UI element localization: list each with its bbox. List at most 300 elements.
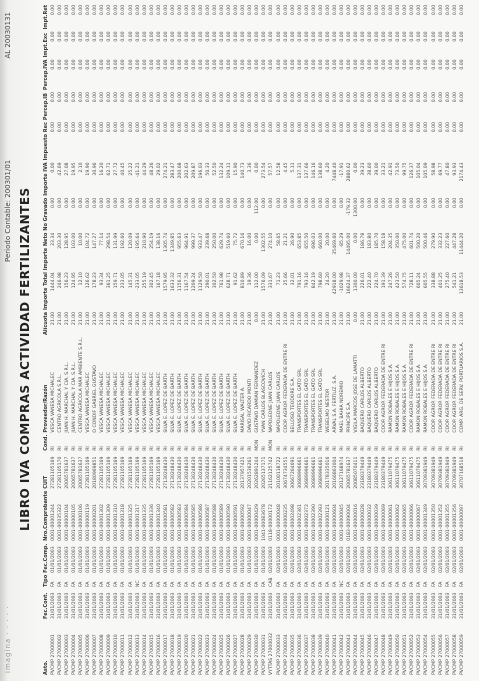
table-cell: 20127168974: [339, 456, 345, 489]
table-cell: COOP. AGROP. FEDERADA DE ENTRE RI: [431, 343, 437, 433]
table-cell: PVCMP 27000013: [135, 634, 141, 675]
table-cell: 30689996661: [318, 456, 324, 489]
table-cell: 27281105169: [100, 456, 106, 489]
table-cell: FA: [206, 581, 212, 587]
table-cell: 0.00: [346, 92, 352, 103]
table-cell: 0.00: [368, 122, 374, 133]
table-cell: 20201536261: [248, 456, 254, 489]
table-cell: 02/01/2003: [297, 546, 303, 573]
table-cell: PVCMP 27000050: [396, 634, 402, 675]
table-cell: 0.00: [184, 122, 190, 133]
table-cell: 0.00: [339, 31, 345, 42]
table-cell: 0001-00000589: [220, 504, 226, 541]
table-cell: 0.00: [206, 4, 212, 16]
table-cell: 0.00: [410, 122, 416, 133]
table-cell: 16.00: [248, 232, 254, 246]
table-cell: 27.72: [114, 162, 120, 176]
table-cell: 2174.43: [459, 162, 465, 182]
table-cell: 0.00: [445, 4, 451, 16]
table-cell: FA: [100, 581, 106, 587]
table-cell: 01/01/2003: [114, 546, 120, 573]
table-cell: 0.00: [424, 197, 430, 208]
table-cell: 423.50: [396, 272, 402, 289]
table-cell: 0.00: [191, 122, 197, 133]
table-cell: FA: [51, 581, 56, 587]
table-cell: FA: [65, 581, 71, 587]
column-header: Importe IVA: [42, 162, 49, 196]
table-cell: 02/01/2003: [389, 546, 395, 573]
table-cell: 0.00: [213, 197, 219, 208]
table-cell: 0.00: [431, 4, 437, 16]
table-cell: 0.00: [107, 122, 113, 133]
table-cell: 361.25: [107, 272, 113, 289]
table-cell: 0.00: [255, 232, 261, 243]
column-header: Importe Neto: [42, 232, 49, 271]
table-cell: 27130248430: [191, 456, 197, 489]
table-cell: 62.71: [107, 162, 113, 176]
table-cell: 0.00: [107, 92, 113, 103]
table-cell: 31/01/2003: [121, 592, 127, 619]
table-cell: FA: [424, 581, 430, 587]
table-row: [438, 3, 445, 675]
table-cell: SILVA E. LOPEZ DE BARTH: [206, 373, 212, 433]
table-cell: 0.00: [220, 4, 226, 16]
table-cell: 0.00: [375, 92, 381, 103]
table-cell: 27130248430: [213, 456, 219, 489]
table-cell: PVCMP 27000055: [431, 634, 437, 675]
table-cell: 01/01/2003: [86, 546, 92, 573]
table-cell: 21.21: [283, 232, 289, 246]
table-cell: 21.00: [269, 311, 275, 326]
table-cell: 0.00: [262, 31, 268, 42]
table-cell: 0.00: [128, 92, 134, 103]
table-cell: 0.00: [248, 4, 254, 16]
table-cell: 0.00: [297, 4, 303, 16]
table-cell: PVCMP 27000036: [297, 634, 303, 675]
table-cell: 0.00: [255, 92, 261, 103]
table-cell: 0.00: [417, 31, 423, 42]
column-header: Impuesto Rec: [42, 122, 49, 161]
table-cell: 0.00: [51, 122, 56, 133]
table-cell: 02/01/2003: [410, 546, 416, 573]
table-cell: 31/01/2003: [241, 592, 247, 619]
table-cell: 0.00: [72, 197, 78, 208]
table-cell: FA: [431, 581, 437, 587]
table-row: [191, 3, 198, 675]
table-cell: 0.00: [241, 59, 247, 70]
table-cell: 0.00: [445, 122, 451, 133]
table-cell: 31/01/2003: [389, 592, 395, 619]
table-cell: 75.72: [234, 232, 240, 246]
table-cell: 0.00: [325, 59, 331, 70]
table-row: [367, 3, 374, 675]
table-cell: 0001-00000045: [339, 504, 345, 541]
table-cell: 02/01/2003: [396, 546, 402, 573]
table-cell: 132.24: [220, 162, 226, 179]
table-cell: 20065781637: [65, 456, 71, 489]
table-cell: 01/01/2003: [72, 546, 78, 573]
table-cell: FA: [346, 581, 352, 587]
table-cell: PVCMP 27000042: [339, 634, 345, 675]
table-cell: 21.00: [339, 311, 345, 326]
table-cell: 0.00: [424, 92, 430, 103]
table-cell: BAQUERO CARLOS ALBERTO: [361, 367, 367, 433]
table-cell: 0001-00001310: [114, 504, 120, 541]
table-cell: 21.00: [234, 311, 240, 326]
table-row: [142, 3, 149, 675]
table-cell: RI: [191, 446, 197, 451]
table-cell: FA: [262, 581, 268, 587]
column-header: Cond.: [42, 434, 49, 451]
table-cell: 0001-00000429: [255, 504, 261, 541]
table-cell: 0.00: [382, 197, 388, 208]
table-cell: PVCMP 27000023: [206, 634, 212, 675]
table-cell: 21.00: [304, 311, 310, 326]
table-cell: 0.00: [410, 92, 416, 103]
table-cell: PVCMP 27000012: [128, 634, 134, 675]
table-cell: 0.00: [184, 92, 190, 103]
table-cell: 0.00: [241, 92, 247, 103]
table-cell: 27.08: [65, 162, 71, 176]
table-cell: 0.00: [304, 4, 310, 16]
table-row: [416, 3, 423, 675]
table-cell: 0.00: [156, 92, 162, 103]
table-cell: 0.00: [93, 122, 99, 133]
table-cell: RI: [149, 446, 155, 451]
table-cell: 0.00: [339, 92, 345, 103]
table-cell: 13618.53: [459, 272, 465, 295]
table-cell: 239.68: [206, 232, 212, 249]
table-cell: PVCMP 27000004: [72, 634, 78, 675]
table-cell: 350.00: [396, 232, 402, 249]
table-cell: 19.36: [248, 272, 254, 286]
table-cell: 01/01/2003: [163, 546, 169, 573]
table-cell: 31/01/2003: [368, 592, 374, 619]
table-cell: WEBELMO NESTOR: [325, 388, 331, 433]
table-cell: 01/01/2003: [93, 546, 99, 573]
table-cell: 21.00: [283, 311, 289, 326]
table-cell: 01/01/2003: [142, 546, 148, 573]
table-cell: 0001-00000016: [354, 504, 360, 541]
table-cell: 21.00: [191, 311, 197, 326]
table-cell: 30709381949: [431, 456, 437, 489]
table-cell: 21.00: [121, 311, 127, 326]
table-cell: 0.00: [191, 4, 197, 16]
table-row: [233, 3, 240, 675]
table-cell: 39.00: [375, 162, 381, 176]
table-cell: RI: [227, 446, 233, 451]
table-cell: 0.00: [191, 31, 197, 42]
table-cell: FA: [290, 581, 296, 587]
table-cell: 21.00: [198, 311, 204, 326]
table-cell: 0001-00000047: [248, 504, 254, 541]
table-cell: 77.14: [100, 232, 106, 246]
table-cell: 0001-00002498: [290, 504, 296, 541]
table-cell: 0.00: [459, 4, 465, 16]
table-cell: 27130248430: [184, 456, 190, 489]
table-cell: 20265137171: [262, 456, 268, 489]
table-cell: 0.00: [255, 4, 261, 16]
table-cell: 30707168518: [459, 456, 465, 489]
table-cell: 0.00: [368, 31, 374, 42]
table-cell: 0.00: [290, 122, 296, 133]
table-cell: 519.60: [227, 232, 233, 249]
table-cell: 0001-00002390: [311, 504, 317, 541]
table-cell: 0.00: [65, 4, 71, 16]
table-cell: 21.00: [213, 311, 219, 326]
table-row: [128, 3, 135, 675]
table-cell: FA: [311, 581, 317, 587]
table-cell: 27130248430: [220, 456, 226, 489]
table-cell: 0.00: [191, 59, 197, 70]
table-cell: FA: [396, 581, 402, 587]
table-cell: 01/01/2003: [121, 546, 127, 573]
table-cell: 0.00: [361, 197, 367, 208]
table-cell: 14495.00: [346, 232, 352, 255]
table-cell: 7448.40: [332, 162, 338, 182]
table-cell: 290.01: [206, 272, 212, 289]
table-cell: 31/01/2003: [346, 592, 352, 619]
table-cell: -233.05: [135, 272, 141, 290]
table-cell: 761.98: [220, 272, 226, 289]
table-cell: 0.00: [248, 122, 254, 133]
table-cell: FA: [389, 581, 395, 587]
table-cell: 31/01/2003: [318, 592, 324, 619]
table-cell: 0.00: [100, 92, 106, 103]
table-cell: 0.00: [262, 59, 268, 70]
table-cell: 124.95: [72, 272, 78, 289]
table-cell: 137.66: [304, 162, 310, 179]
table-cell: 196.03: [198, 162, 204, 179]
table-cell: 0.00: [361, 4, 367, 16]
table-cell: 0.00: [332, 31, 338, 42]
table-cell: RI: [156, 446, 162, 451]
document-title: LIBRO IVA COMPRAS ACTIVIDAD FERTILIZANTES: [18, 187, 32, 531]
table-cell: 0.00: [396, 197, 402, 208]
table-cell: 0.00: [396, 31, 402, 42]
table-cell: VESCA VANESA MICHALEC: [121, 372, 127, 433]
table-cell: 0.00: [170, 122, 176, 133]
table-cell: 0.00: [184, 59, 190, 70]
table-cell: 0.00: [79, 31, 85, 42]
table-cell: FA: [227, 581, 233, 587]
table-cell: 0.00: [325, 92, 331, 103]
table-cell: 0.00: [438, 122, 444, 133]
table-cell: RI: [276, 446, 282, 451]
table-cell: RI: [100, 446, 106, 451]
table-cell: 10.00: [79, 232, 85, 246]
table-cell: 0.00: [389, 92, 395, 103]
table-cell: 655.50: [304, 232, 310, 249]
table-cell: 0.00: [431, 31, 437, 42]
table-cell: 0.00: [297, 197, 303, 208]
table-cell: BELLOSO TEODORE S.A.: [290, 377, 296, 433]
table-row: [283, 3, 290, 675]
table-cell: 0.00: [234, 197, 240, 208]
table-cell: 58.65: [276, 232, 282, 246]
table-cell: PVCMP 27000031: [262, 634, 268, 675]
table-cell: 0.00: [142, 4, 148, 16]
table-cell: PVCMP 27000003: [65, 634, 71, 675]
table-cell: 01/01/2003: [156, 546, 162, 573]
table-cell: RI: [58, 446, 64, 451]
table-cell: 0.00: [220, 122, 226, 133]
table-cell: 31/01/2003: [58, 592, 64, 619]
table-cell: PVCMP 27000025: [220, 634, 226, 675]
table-cell: 0.00: [255, 31, 261, 42]
table-cell: JUAN H. MARCHAL Y CIA. S.R.L.: [72, 361, 78, 433]
table-cell: 0.00: [325, 31, 331, 42]
table-cell: 0.00: [269, 197, 275, 208]
table-cell: 01/01/2003: [255, 546, 261, 573]
table-cell: RI: [375, 446, 381, 451]
table-row: [459, 3, 466, 675]
table-cell: 02/01/2003: [346, 546, 352, 573]
table-cell: 0118-00000172: [269, 504, 275, 541]
table-cell: RI: [51, 446, 56, 451]
table-cell: 728.11: [410, 272, 416, 289]
table-cell: 0.00: [438, 92, 444, 103]
table-cell: 21.00: [445, 311, 451, 326]
table-cell: 12.10: [79, 272, 85, 286]
table-cell: 0001-00001302: [100, 504, 106, 541]
table-cell: 0.00: [156, 4, 162, 16]
table-row: [92, 3, 99, 675]
table-cell: 0.00: [58, 31, 64, 42]
table-cell: 31/01/2003: [213, 592, 219, 619]
table-cell: RI: [417, 446, 423, 451]
column-header: Fec.Comp.: [42, 543, 49, 573]
table-cell: 0.00: [177, 197, 183, 208]
table-cell: 0001-00000235: [283, 504, 289, 541]
table-cell: 93.93: [452, 162, 458, 176]
table-cell: 01/01/2003: [234, 546, 240, 573]
table-cell: 21.00: [431, 311, 437, 326]
table-cell: 274.10: [269, 232, 275, 249]
table-cell: 0.00: [368, 4, 374, 16]
table-cell: 1633.32: [170, 272, 176, 292]
table-cell: 31/01/2003: [459, 592, 465, 619]
table-cell: 31/01/2003: [72, 592, 78, 619]
table-cell: 0001-00001349: [424, 504, 430, 541]
table-row: [113, 3, 120, 675]
column-header: Importe Total: [42, 272, 49, 310]
table-cell: 0.00: [452, 4, 458, 16]
table-cell: FA: [241, 581, 247, 587]
table-row: [205, 3, 212, 675]
column-header: Tipo: [42, 574, 49, 587]
table-cell: 0.00: [198, 197, 204, 208]
table-cell: VYTTAS 27000032: [269, 632, 275, 675]
table-cell: 25.22: [128, 162, 134, 176]
table-cell: 0.00: [339, 197, 345, 208]
table-cell: 01/01/2003: [191, 546, 197, 573]
table-cell: 27281105170: [58, 456, 64, 489]
table-cell: 0.00: [403, 4, 409, 16]
table-cell: 660.00: [318, 232, 324, 249]
table-cell: 138.60: [318, 162, 324, 179]
table-cell: 1041-00083678: [262, 504, 268, 541]
table-cell: 31/01/2003: [410, 592, 416, 619]
table-cell: RI: [121, 446, 127, 451]
column-header: Alícuota: [42, 311, 49, 335]
table-cell: 0.00: [297, 59, 303, 70]
table-cell: 30709381949: [445, 456, 451, 489]
table-cell: 696.03: [311, 232, 317, 249]
table-cell: YVAN CARLOS BLASCOVICH: [262, 369, 268, 433]
table-cell: 500.46: [424, 232, 430, 249]
table-cell: 27281105169: [149, 456, 155, 489]
table-cell: 0.00: [354, 59, 360, 70]
table-cell: 0.00: [311, 31, 317, 42]
table-row: [297, 3, 304, 675]
table-cell: 0.00: [354, 232, 360, 243]
table-cell: 192.60: [121, 232, 127, 249]
table-cell: VESCA VANESA MICHALEC: [142, 372, 148, 433]
table-cell: 02/01/2003: [382, 546, 388, 573]
table-cell: RAMON ROBALES E HIJOS S.A.: [389, 363, 395, 433]
table-cell: 02/01/2003: [459, 546, 465, 573]
table-cell: 0.00: [213, 59, 219, 70]
table-cell: 33.21: [382, 162, 388, 176]
table-cell: 1349.85: [170, 232, 176, 252]
table-row: [57, 3, 64, 675]
table-cell: 955.63: [177, 232, 183, 249]
table-cell: 204.35: [389, 232, 395, 249]
table-cell: MON: [255, 439, 261, 451]
table-cell: 0.00: [65, 31, 71, 42]
table-cell: 0.00: [276, 59, 282, 70]
table-cell: FA: [149, 581, 155, 587]
table-cell: FA: [410, 581, 416, 587]
table-cell: 01/01/2003: [184, 546, 190, 573]
table-cell: 0001-00001355: [445, 504, 451, 541]
table-cell: PVCMP 27000040: [325, 634, 331, 675]
table-cell: 0.00: [283, 122, 289, 133]
table-cell: TRANSPORTES EL GATO SRL: [318, 368, 324, 433]
table-cell: 653.85: [297, 232, 303, 249]
table-row: [135, 3, 142, 675]
table-cell: 31/01/2003: [128, 592, 134, 619]
table-cell: PVCMP 27000030: [255, 634, 261, 675]
table-row: [290, 3, 297, 675]
table-cell: -195.64: [135, 232, 141, 251]
table-cell: 1167.54: [184, 272, 190, 292]
table-row: [332, 3, 339, 675]
column-header: Percep.IVA: [42, 59, 49, 91]
table-cell: 0.00: [121, 31, 127, 42]
table-cell: 0.00: [445, 31, 451, 42]
table-cell: 131.99: [114, 232, 120, 249]
table-cell: PVCMP 27000001: [51, 634, 56, 675]
table-cell: 0.00: [332, 59, 338, 70]
table-cell: 0.00: [227, 59, 233, 70]
table-cell: 31/01/2003: [311, 592, 317, 619]
table-cell: BAQUERO CARLOS ALBERTO: [368, 367, 374, 433]
table-cell: 31/01/2003: [325, 592, 331, 619]
table-cell: 0.00: [72, 31, 78, 42]
table-cell: 21.00: [438, 311, 444, 326]
table-cell: 99.75: [403, 162, 409, 176]
table-cell: 50.33: [206, 162, 212, 176]
table-cell: 21162125742: [269, 456, 275, 489]
table-cell: FA: [213, 581, 219, 587]
table-cell: 0.00: [452, 92, 458, 103]
table-cell: 200.68: [177, 162, 183, 179]
table-cell: -85.29: [339, 232, 345, 248]
table-cell: 0001-00001309: [107, 504, 113, 541]
table-cell: 0.00: [86, 197, 92, 208]
